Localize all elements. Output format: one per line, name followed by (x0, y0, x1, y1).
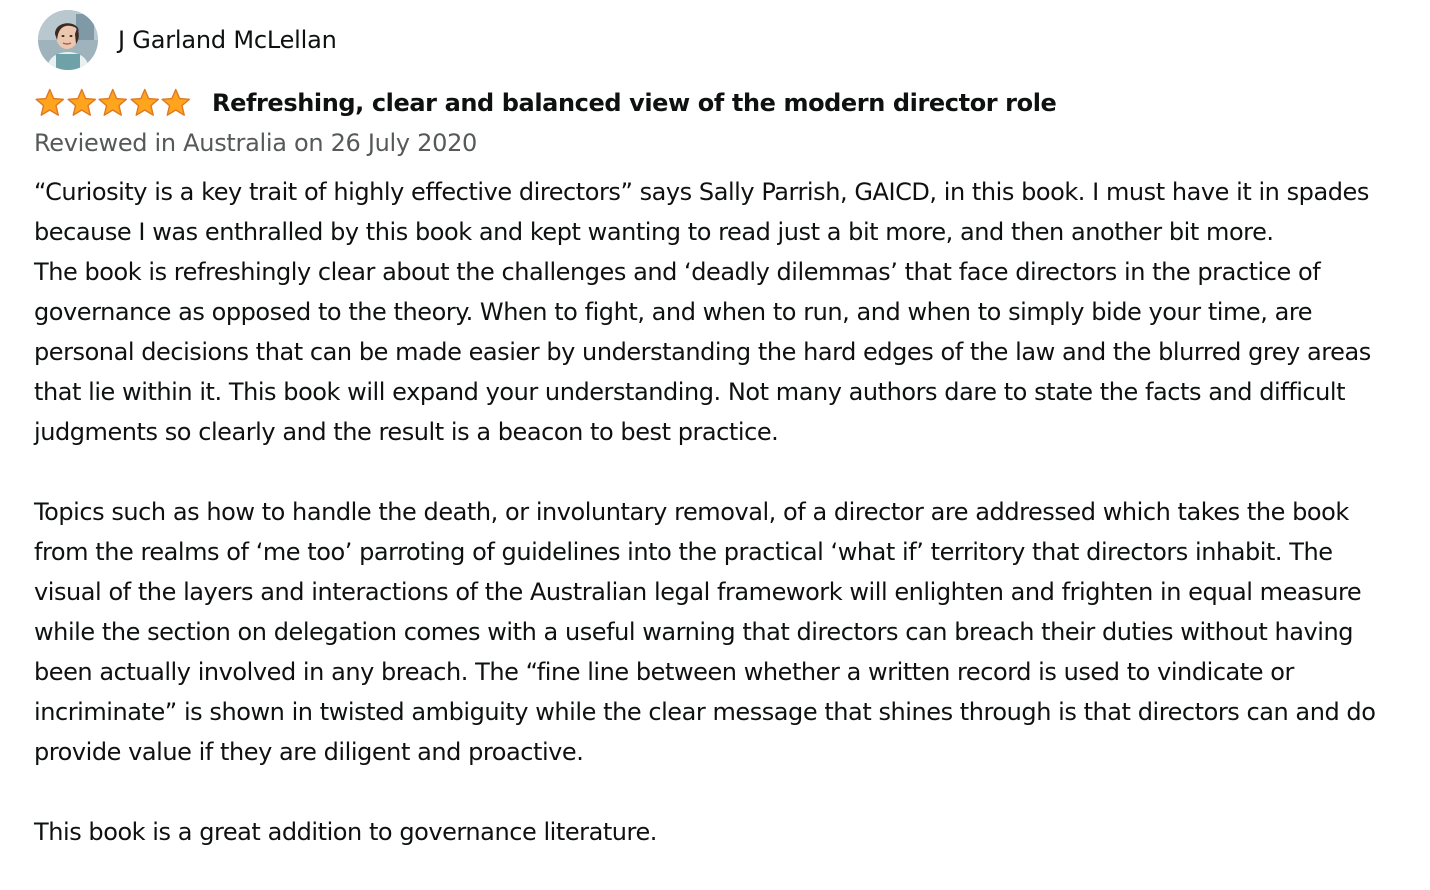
review-date: Reviewed in Australia on 26 July 2020 (34, 129, 478, 157)
review-paragraph: Topics such as how to handle the death, or involuntary removal, of a director are addressed which takes the book from the realms of ‘me too’ parroting of guidelines into the practical ‘what if’ territory that directors inhabit. The visual of the layers and interactions of the Australian legal framework will enlighten and frighten in equal measure while the section on delegation comes with a useful warning that directors can breach their duties without having been actually involved in any breach. The “fine line between whether a written record is used to vindicate or incriminate” is shown in twisted ambiguity while the clear message that shines through is that directors can and do provide value if they are diligent and proactive. (34, 498, 1376, 766)
reviewer-avatar-icon (38, 10, 98, 70)
review-body (34, 172, 1404, 852)
customer-review (34, 10, 1404, 852)
star-filled-icon (66, 88, 98, 118)
star-rating[interactable] (34, 88, 192, 118)
review-paragraph: The book is refreshingly clear about the challenges and ‘deadly dilemmas’ that face directors in the practice of governance as opposed to the theory. When to fight, and when to run, and when to simply bide your time, are personal decisions that can be made easier by understanding the hard edges of the law and the blurred grey areas that lie within it. This book will expand your understanding. Not many authors dare to state the facts and difficult judgments so clearly and the result is a beacon to best practice. (34, 258, 1371, 446)
star-filled-icon (97, 88, 129, 118)
review-title-row (34, 86, 1404, 120)
paragraph-gap (34, 452, 1404, 492)
star-filled-icon (34, 88, 66, 118)
review-title[interactable]: Refreshing, clear and balanced view of the modern director role (212, 89, 1057, 117)
avatar[interactable] (38, 10, 98, 70)
review-paragraph: This book is a great addition to governance literature. (34, 818, 657, 846)
paragraph-gap (34, 772, 1404, 812)
reviewer-name[interactable]: J Garland McLellan (118, 26, 337, 54)
star-filled-icon (129, 88, 161, 118)
reviewer-profile[interactable] (34, 10, 1404, 70)
star-filled-icon (160, 88, 192, 118)
review-paragraph: “Curiosity is a key trait of highly effective directors” says Sally Parrish, GAICD, in this book. I must have it in spades because I was enthralled by this book and kept wanting to read just a bit more, and then another bit more. (34, 178, 1369, 246)
